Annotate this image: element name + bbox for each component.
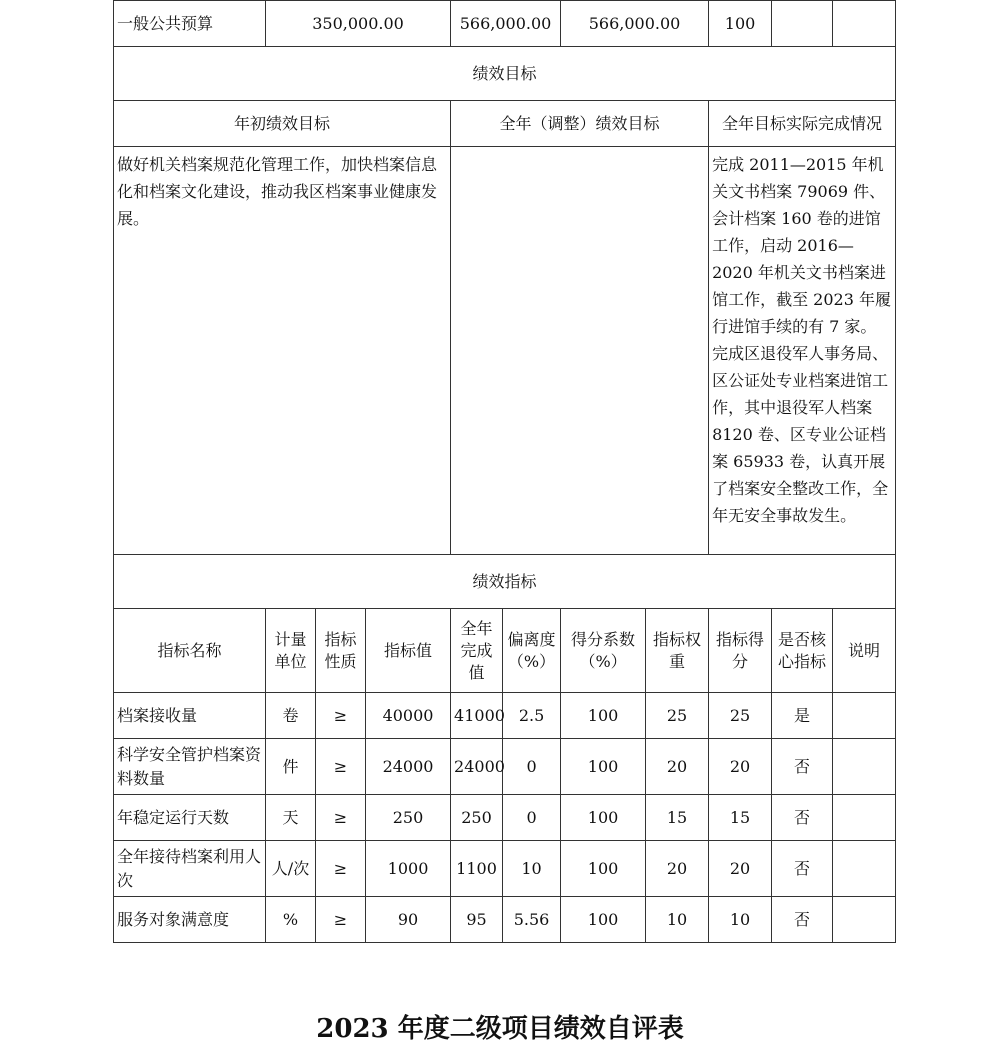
indicator-name: 年稳定运行天数	[114, 795, 266, 841]
initial-goal-header: 年初绩效目标	[114, 101, 451, 147]
indicator-nature: ≥	[316, 739, 366, 795]
indicator-target: 250	[366, 795, 451, 841]
indicator-name: 科学安全管护档案资料数量	[114, 739, 266, 795]
header-core: 是否核心指标	[772, 609, 833, 693]
performance-table	[113, 0, 896, 943]
indicator-unit: 卷	[266, 693, 316, 739]
indicator-target: 40000	[366, 693, 451, 739]
indicator-actual: 250	[451, 795, 503, 841]
adjusted-goal-header: 全年（调整）绩效目标	[451, 101, 709, 147]
indicator-deviation: 0	[503, 739, 561, 795]
indicator-header-row	[114, 609, 896, 693]
indicator-weight: 25	[646, 693, 709, 739]
indicator-unit: 天	[266, 795, 316, 841]
table-row	[114, 795, 896, 841]
adjusted-goal-text	[451, 147, 709, 555]
budget-extra-1	[772, 1, 833, 47]
indicator-core: 是	[772, 693, 833, 739]
indicator-score: 25	[709, 693, 772, 739]
indicator-core: 否	[772, 841, 833, 897]
indicator-unit: %	[266, 897, 316, 943]
header-actual: 全年完成值	[451, 609, 503, 693]
table-row	[114, 739, 896, 795]
indicator-actual: 24000	[451, 739, 503, 795]
indicator-coef: 100	[561, 693, 646, 739]
header-score: 指标得分	[709, 609, 772, 693]
table-row	[114, 693, 896, 739]
indicator-unit: 件	[266, 739, 316, 795]
header-note: 说明	[833, 609, 896, 693]
header-deviation: 偏离度（%）	[503, 609, 561, 693]
budget-amount: 350,000.00	[266, 1, 451, 47]
indicator-weight: 20	[646, 739, 709, 795]
budget-extra-2	[833, 1, 896, 47]
indicator-coef: 100	[561, 897, 646, 943]
execution-rate: 100	[709, 1, 772, 47]
indicator-score: 20	[709, 739, 772, 795]
header-nature: 指标性质	[316, 609, 366, 693]
indicator-note	[833, 897, 896, 943]
indicator-coef: 100	[561, 795, 646, 841]
indicator-note	[833, 841, 896, 897]
header-target: 指标值	[366, 609, 451, 693]
indicator-weight: 15	[646, 795, 709, 841]
indicator-name: 全年接待档案利用人次	[114, 841, 266, 897]
indicator-coef: 100	[561, 841, 646, 897]
header-coef: 得分系数（%）	[561, 609, 646, 693]
indicator-core: 否	[772, 897, 833, 943]
actual-completion-text: 完成 2011—2015 年机关文书档案 79069 件、会计档案 160 卷的进馆工作，启动 2016—2020 年机关文书档案进馆工作，截至 2023 年履行进馆手续的有 7 家。完成区退役军人事务局、区公证处专业档案进馆工作，其中退役军人档案 8120 卷、区专业公证档案 65933 卷，认真开展了档案安全整改工作，全年无安全事故发生。	[709, 147, 896, 555]
indicator-actual: 41000	[451, 693, 503, 739]
indicator-name: 档案接收量	[114, 693, 266, 739]
goals-section-title: 绩效目标	[114, 47, 896, 101]
indicator-target: 24000	[366, 739, 451, 795]
table-row	[114, 897, 896, 943]
initial-goal-text: 做好机关档案规范化管理工作，加快档案信息化和档案文化建设，推动我区档案事业健康发展。	[114, 147, 451, 555]
indicator-unit: 人/次	[266, 841, 316, 897]
actual-completion-header: 全年目标实际完成情况	[709, 101, 896, 147]
executed-amount: 566,000.00	[561, 1, 709, 47]
indicator-deviation: 10	[503, 841, 561, 897]
indicator-target: 90	[366, 897, 451, 943]
indicator-score: 10	[709, 897, 772, 943]
indicator-nature: ≥	[316, 897, 366, 943]
indicator-score: 20	[709, 841, 772, 897]
indicator-note	[833, 739, 896, 795]
indicator-nature: ≥	[316, 841, 366, 897]
indicator-actual: 1100	[451, 841, 503, 897]
indicator-weight: 10	[646, 897, 709, 943]
indicator-deviation: 2.5	[503, 693, 561, 739]
indicator-target: 1000	[366, 841, 451, 897]
page-title: 2023 年度二级项目绩效自评表	[316, 1014, 684, 1044]
indicator-actual: 95	[451, 897, 503, 943]
indicator-core: 否	[772, 739, 833, 795]
indicator-core: 否	[772, 795, 833, 841]
indicator-name: 服务对象满意度	[114, 897, 266, 943]
adjusted-amount: 566,000.00	[451, 1, 561, 47]
table-row	[114, 841, 896, 897]
indicator-weight: 20	[646, 841, 709, 897]
budget-source-label: 一般公共预算	[114, 1, 266, 47]
header-unit: 计量单位	[266, 609, 316, 693]
indicator-score: 15	[709, 795, 772, 841]
indicator-nature: ≥	[316, 693, 366, 739]
indicator-note	[833, 795, 896, 841]
budget-row	[114, 1, 896, 47]
indicator-deviation: 5.56	[503, 897, 561, 943]
indicator-coef: 100	[561, 739, 646, 795]
indicator-deviation: 0	[503, 795, 561, 841]
indicators-section-title: 绩效指标	[114, 555, 896, 609]
indicator-nature: ≥	[316, 795, 366, 841]
header-weight: 指标权重	[646, 609, 709, 693]
indicator-note	[833, 693, 896, 739]
header-name: 指标名称	[114, 609, 266, 693]
